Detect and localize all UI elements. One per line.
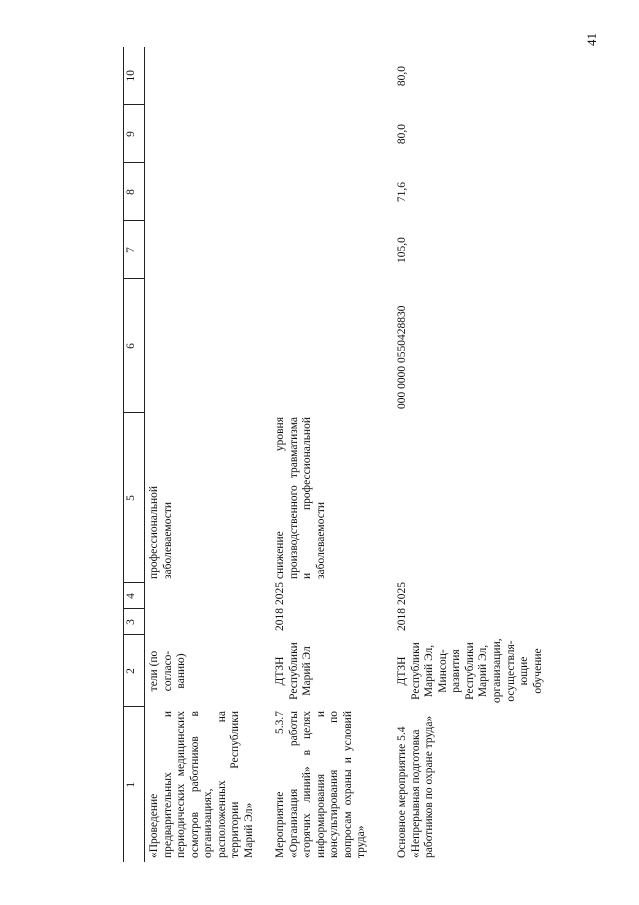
budget-code xyxy=(271,279,393,413)
value-col-10: 80,0 xyxy=(396,65,408,87)
activity-name: Мероприятие 5.3.7 «Организация работы «горячих линий» в целях информирования и консультирования по вопросам охраны и условий труда» xyxy=(274,711,368,858)
value-col-9: 80,0 xyxy=(396,123,408,145)
expected-result xyxy=(393,413,569,583)
column-header-9: 9 xyxy=(124,105,145,163)
value-col-10 xyxy=(271,47,393,105)
column-header-1: 1 xyxy=(124,707,145,862)
end-year: 2025 xyxy=(396,582,408,605)
column-header-6: 6 xyxy=(124,279,145,413)
column-header-10: 10 xyxy=(124,47,145,105)
expected-result: профессиональной заболеваемости xyxy=(148,485,174,579)
header-row xyxy=(124,47,145,862)
budget-code: 000 0000 0550428830 xyxy=(396,305,408,409)
responsible-executor: ДТЗН Республики Марий Эл xyxy=(274,642,314,700)
column-header-7: 7 xyxy=(124,221,145,279)
value-col-9 xyxy=(145,105,272,163)
value-col-10 xyxy=(145,47,272,105)
start-year xyxy=(145,609,272,635)
activity-name: «Проведение предварительных и периодических медицинских осмотров работников в организациях, расположенных на территории Республики Марий Эл» xyxy=(148,711,255,858)
value-col-8 xyxy=(145,163,272,221)
start-year: 2018 xyxy=(274,608,286,631)
expected-result: снижение уровня производственного травматизма и профессиональной заболеваемости xyxy=(274,417,327,579)
start-year: 2018 xyxy=(396,608,408,631)
activity-name: Основное мероприятие 5.4 «Непрерывная подготовка работников по охране труда» xyxy=(396,715,436,858)
column-header-2: 2 xyxy=(124,635,145,707)
value-col-9 xyxy=(271,105,393,163)
table-row xyxy=(145,47,272,862)
column-header-5: 5 xyxy=(124,413,145,583)
budget-code xyxy=(145,279,272,413)
page-number: 41 xyxy=(584,33,599,46)
value-col-8 xyxy=(271,163,393,221)
end-year xyxy=(145,583,272,609)
value-col-7 xyxy=(271,221,393,279)
value-col-7: 105,0 xyxy=(396,237,408,263)
column-header-4: 4 xyxy=(124,583,145,609)
table-row xyxy=(393,47,569,862)
table-row xyxy=(271,47,393,862)
value-col-8: 71,6 xyxy=(396,181,408,203)
end-year: 2025 xyxy=(274,582,286,605)
value-col-7 xyxy=(145,221,272,279)
responsible-executor: ДТЗН Республики Марий Эл, Минсоц-развития Республики Марий Эл, организации, осуществля-ющие обучение xyxy=(396,638,544,703)
column-header-3: 3 xyxy=(124,609,145,635)
program-activities-table xyxy=(123,47,569,862)
responsible-executor: тели (по согласо-ванию) xyxy=(148,650,188,692)
column-header-8: 8 xyxy=(124,163,145,221)
